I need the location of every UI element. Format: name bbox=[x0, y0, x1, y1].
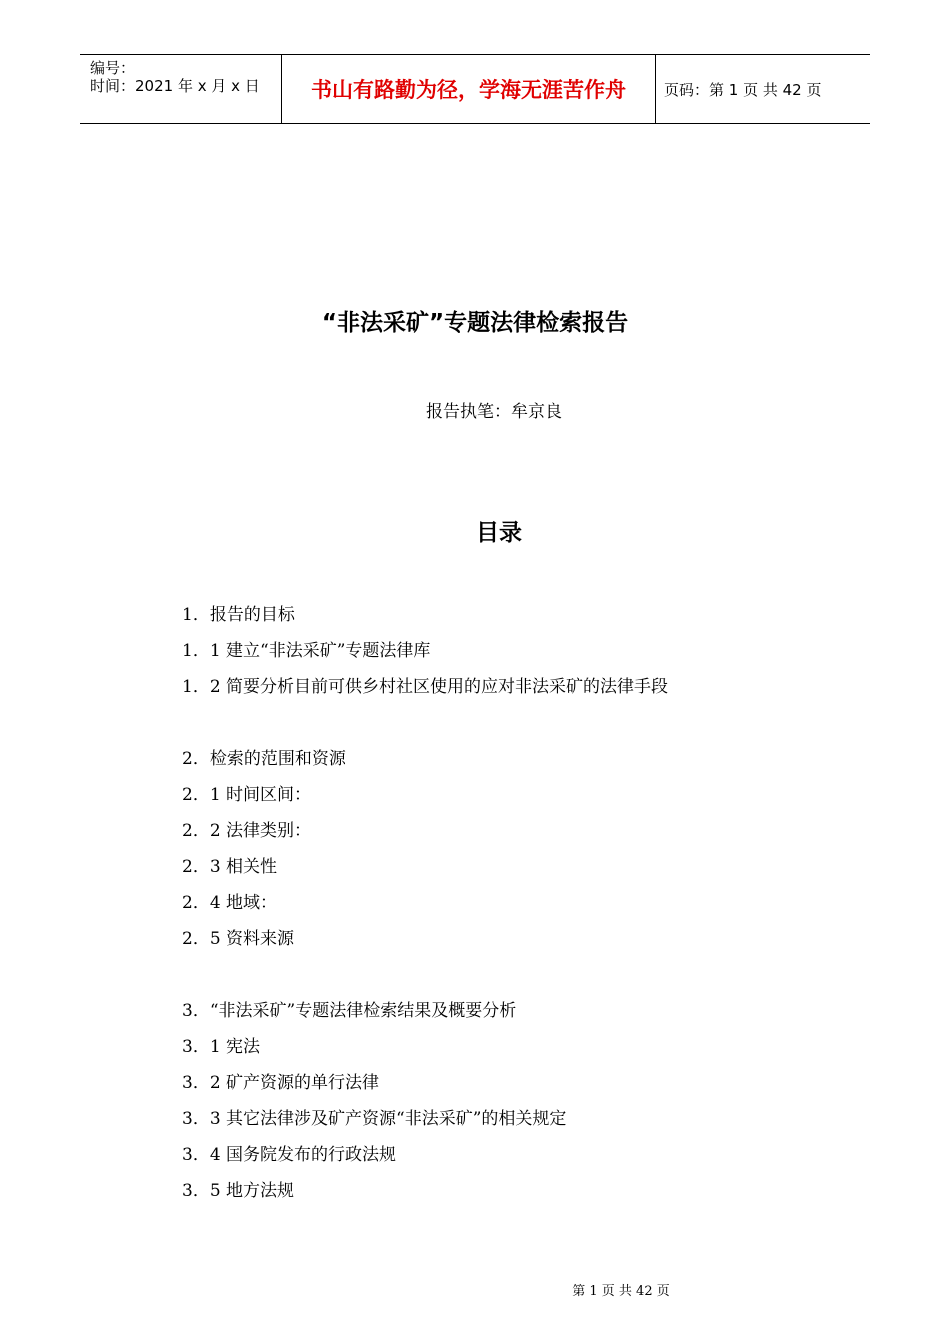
document-title: “非法采矿”专题法律检索报告 bbox=[321, 310, 629, 336]
toc-item: 3．5 地方法规 bbox=[182, 1181, 295, 1201]
document-author: 报告执笔：牟京良 bbox=[426, 402, 562, 422]
table-of-contents bbox=[182, 602, 842, 1214]
toc-item: 3．3 其它法律涉及矿产资源“非法采矿”的相关规定 bbox=[182, 1109, 567, 1129]
toc-item: 3．2 矿产资源的单行法律 bbox=[182, 1073, 380, 1093]
toc-item: 1．报告的目标 bbox=[182, 605, 295, 625]
toc-item: 2．4 地域： bbox=[182, 893, 278, 913]
toc-item: 3．“非法采矿”专题法律检索结果及概要分析 bbox=[182, 1001, 517, 1021]
header-page-code: 页码：第 1 页 共 42 页 bbox=[664, 80, 822, 99]
toc-item: 2．2 法律类别： bbox=[182, 821, 312, 841]
toc-item: 2．5 资料来源 bbox=[182, 929, 295, 949]
toc-heading: 目录 bbox=[476, 520, 522, 546]
document-time-label: 时间：2021 年 x 月 x 日 bbox=[90, 77, 260, 95]
toc-item: 1．2 简要分析目前可供乡村社区使用的应对非法采矿的法律手段 bbox=[182, 677, 669, 697]
header-meta bbox=[80, 55, 280, 123]
toc-item: 3．1 宪法 bbox=[182, 1037, 261, 1057]
document-number-label: 编号： bbox=[90, 59, 136, 77]
toc-item: 3．4 国务院发布的行政法规 bbox=[182, 1145, 397, 1165]
toc-item: 2．3 相关性 bbox=[182, 857, 278, 877]
page-header bbox=[80, 54, 870, 124]
header-motto: 书山有路勤为径，学海无涯苦作舟 bbox=[281, 55, 656, 123]
toc-item: 2．1 时间区间： bbox=[182, 785, 312, 805]
page-footer: 第 1 页 共 42 页 bbox=[572, 1284, 670, 1299]
toc-item: 2．检索的范围和资源 bbox=[182, 749, 346, 769]
toc-item: 1．1 建立“非法采矿”专题法律库 bbox=[182, 641, 431, 661]
